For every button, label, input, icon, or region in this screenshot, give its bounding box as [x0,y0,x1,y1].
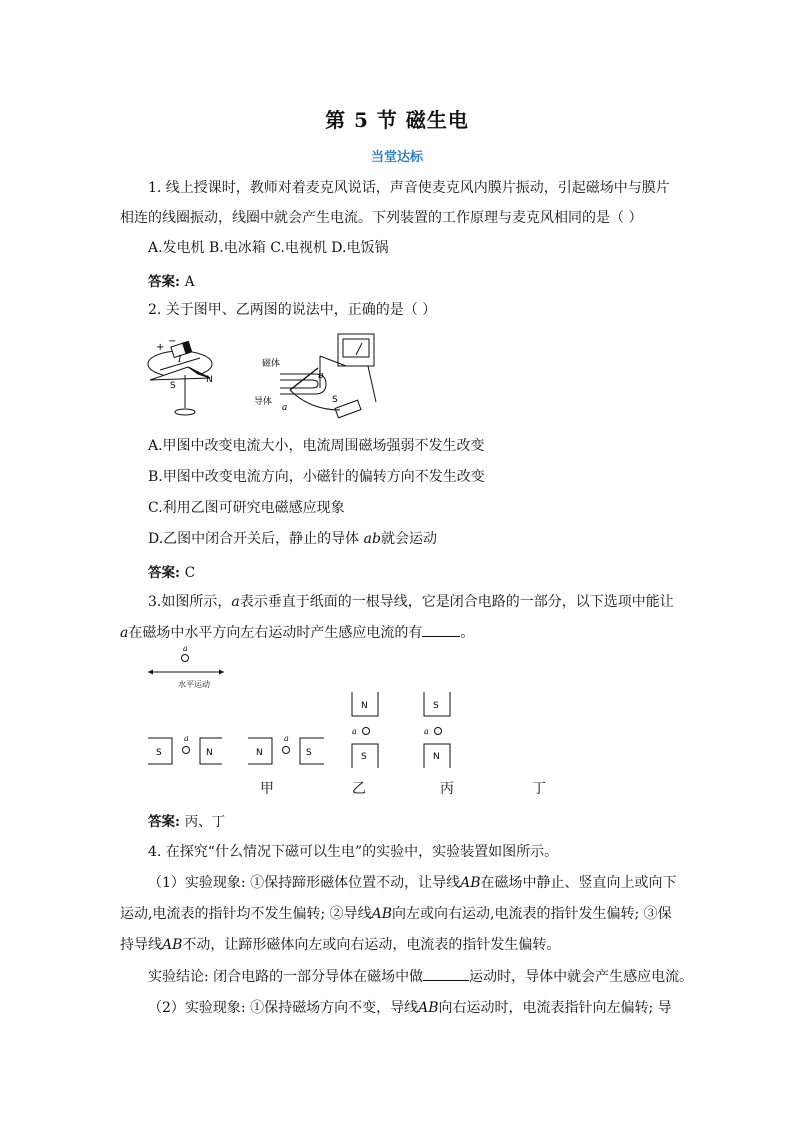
q4-p1-line2 [120,904,672,924]
text-segment: 运动时，导体中就会产生感应电流。 [469,969,694,985]
south-label: S [170,381,176,391]
q3-answer [148,810,225,830]
q3-figures [140,640,580,800]
q3-line1-a: a [231,594,240,610]
answer-label: 答案: [148,274,180,290]
opt-d-ab: ab [363,531,381,547]
q3-line2-end: 。 [460,625,475,641]
jia-a: a [184,734,189,743]
answer-value: 丙、丁 [184,814,226,830]
q2-option-d [148,529,437,549]
q3-line1-pre: 3.如图所示， [148,594,232,610]
ab-label: AB [162,937,183,953]
text-segment: （1）实验现象: ①保持蹄形磁体位置不动，让导线 [148,875,461,891]
text-segment: 不动，让蹄形磁体向左或向右运动，电流表的指针发生偏转。 [182,937,561,953]
text-segment: 向右运动时，电流表指针向左偏转; 导 [438,1000,672,1016]
ding-s: S [433,701,439,711]
yi-a: a [284,734,289,743]
opt-d-post: 就会运动 [380,531,437,547]
switch-label: S [332,395,338,405]
q2-option-c: C.利用乙图可研究电磁感应现象 [148,500,345,516]
ab-label: AB [371,906,393,922]
figure-yi [280,334,376,418]
current-label: I [178,355,182,365]
text-segment: 向左或向右运动,电流表的指针发生偏转; ③保 [392,906,672,922]
answer-label: 答案: [148,814,180,830]
q2-option-b: B.甲图中改变电流方向，小磁针的偏转方向不发生改变 [148,469,485,485]
bing-s: S [361,752,367,762]
answer-value: C [184,565,196,581]
bing-n: N [361,701,368,711]
q4-p1-line1 [148,873,676,893]
bing-a: a [352,727,357,736]
motion-label: 水平运动 [178,680,210,689]
plus-label: + [156,342,165,353]
q2-answer [148,561,195,581]
ab-label: AB [418,1000,439,1016]
yi-s: S [306,748,312,758]
q3-line2-a: a [120,625,129,641]
minus-label: − [168,336,177,347]
q4-p2-line1 [148,998,672,1018]
q1-line2: 相连的线圈振动，线圈中就会产生电流。下列装置的工作原理与麦克风相同的是（ ） [120,210,643,226]
q4-stem: 4. 在探究“什么情况下磁可以生电”的实验中，实验装置如图所示。 [148,844,559,860]
q4-p1-line3 [120,935,560,955]
text-segment: 运动,电流表的指针均不发生偏转; ②导线 [120,906,372,922]
q2-figures [140,330,520,425]
conductor-label: 导体 [254,397,273,407]
label-yi: 乙 [352,781,366,797]
legend-a: a [183,644,188,653]
ding-n: N [433,752,440,762]
q2-stem: 2. 关于图甲、乙两图的说法中，正确的是（ ） [148,302,437,318]
q2-option-a: A.甲图中改变电流大小，电流周围磁场强弱不发生改变 [148,438,485,454]
q3-line1 [148,592,674,612]
q3-line1-rest: 表示垂直于纸面的一根导线，它是闭合电路的一部分，以下选项中能让 [239,594,674,610]
q1-answer [148,270,194,290]
yi-n: N [256,748,263,758]
b-label: b [318,371,324,381]
a-label: a [282,403,288,413]
text-segment: 持导线 [120,937,162,953]
magnet-label: 磁体 [262,359,281,369]
text-segment: 实验结论: 闭合电路的一部分导体在磁场中做 [148,969,424,985]
label-bing: 丙 [440,781,454,797]
answer-value: A [184,274,195,290]
answer-label: 答案: [148,565,180,581]
ab-label: AB [460,875,481,891]
q4-conclusion [148,966,693,987]
north-label: N [206,375,213,385]
answer-blank[interactable] [423,966,469,981]
jia-s: S [156,748,162,758]
text-segment: 在磁场中静止、竖直向上或向下 [480,875,677,891]
ding-a: a [424,727,429,736]
jia-n: N [206,748,213,758]
label-ding: 丁 [532,781,546,797]
answer-blank[interactable] [422,622,460,637]
q1-options: A.发电机 B.电冰箱 C.电视机 D.电饭锅 [148,240,389,256]
label-jia: 甲 [260,781,274,797]
q1-line1: 1. 线上授课时，教师对着麦克风说话，声音使麦克风内膜片振动，引起磁场中与膜片 [148,180,670,196]
text-segment: （2）实验现象: ①保持磁场方向不变，导线 [148,1000,419,1016]
opt-d-pre: D.乙图中闭合开关后，静止的导体 [148,531,364,547]
section-subtitle: 当堂达标 [370,150,423,165]
q3-line2-rest: 在磁场中水平方向左右运动时产生感应电流的有 [128,625,423,641]
page-title: 第 5 节 磁生电 [325,108,469,132]
